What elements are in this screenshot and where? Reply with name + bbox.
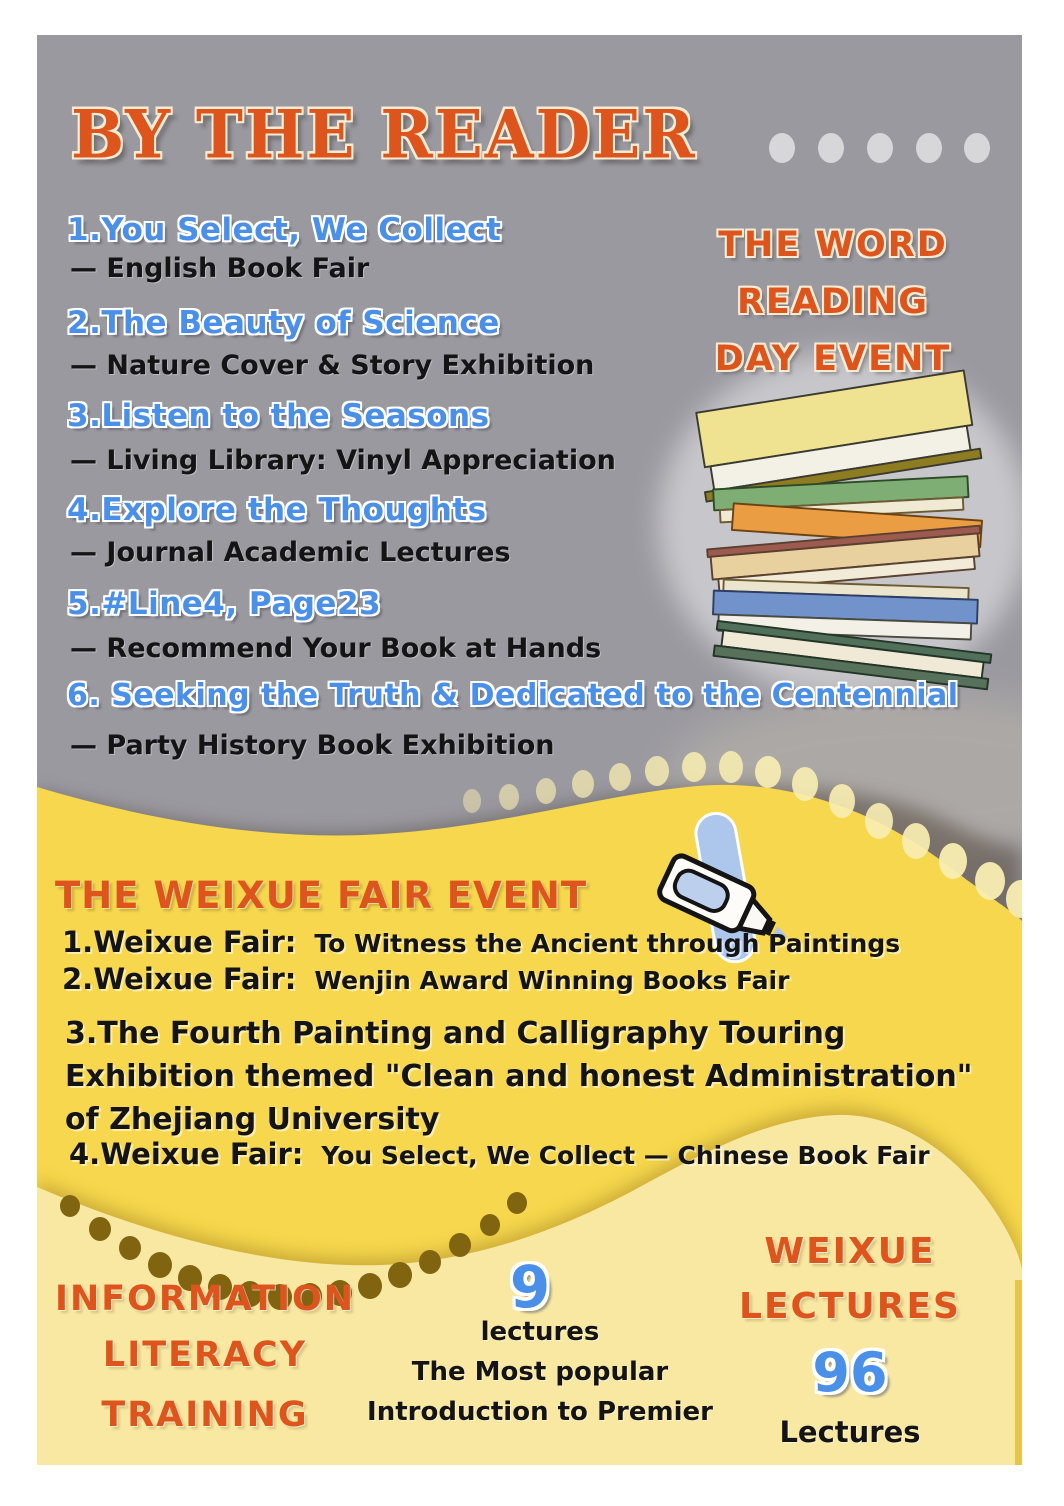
fair-item-1-text: To Witness the Ancient through Paintings — [314, 929, 901, 958]
book-stack-illustration — [659, 353, 1023, 695]
info-training-line-2: LITERACY — [102, 1335, 308, 1375]
center-caption-2: The Most popular — [411, 1357, 669, 1387]
poster-title: BY THE READER — [71, 94, 697, 174]
side-title-line-1: THE WORD — [718, 225, 948, 265]
fair-item-1 — [62, 925, 900, 959]
side-title-line-2: READING — [736, 282, 930, 322]
reader-item-4-detail: — Journal Academic Lectures — [70, 537, 511, 568]
center-caption-3: Introduction to Premier — [367, 1397, 713, 1427]
reader-item-1-heading: 1.You Select, We Collect — [67, 212, 502, 248]
fair-item-4-text: You Select, We Collect — Chinese Book Fair — [321, 1141, 930, 1170]
reader-item-1-detail: — English Book Fair — [70, 253, 370, 284]
reader-item-5-heading: 5.#Line4, Page23 — [67, 586, 382, 622]
fair-item-4 — [69, 1137, 930, 1171]
fair-item-2-text: Wenjin Award Winning Books Fair — [314, 966, 790, 995]
reader-item-6-detail: — Party History Book Exhibition — [70, 730, 555, 761]
weixue-lectures-line-1: WEIXUE — [764, 1231, 936, 1272]
fair-item-1-label: 1.Weixue Fair: — [62, 925, 297, 959]
lecture-count-9: 9 — [509, 1253, 551, 1321]
weixue-lectures-caption: Lectures — [779, 1415, 921, 1449]
reader-item-5-detail: — Recommend Your Book at Hands — [70, 633, 602, 664]
side-title-line-3: DAY EVENT — [714, 339, 952, 379]
info-training-line-1: INFORMATION — [54, 1279, 356, 1319]
fair-title: THE WEIXUE FAIR EVENT — [55, 874, 588, 917]
fair-item-3-line-3: of Zhejiang University — [65, 1102, 440, 1137]
reader-item-2-detail: — Nature Cover & Story Exhibition — [70, 350, 595, 381]
reader-item-4-heading: 4.Explore the Thoughts — [67, 492, 487, 528]
info-training-line-3: TRAINING — [101, 1395, 309, 1435]
reader-item-2-heading: 2.The Beauty of Science — [67, 305, 500, 341]
reader-item-6-heading: 6. Seeking the Truth & Dedicated to the Centennial — [67, 678, 959, 713]
right-edge-strip — [1015, 1280, 1022, 1465]
reader-item-3-detail: — Living Library: Vinyl Appreciation — [70, 445, 616, 476]
poster — [37, 35, 1022, 1465]
fair-item-4-label: 4.Weixue Fair: — [69, 1137, 304, 1171]
fair-item-3-line-2: Exhibition themed "Clean and honest Administration" — [65, 1059, 973, 1094]
center-caption-1: lectures — [480, 1317, 600, 1347]
fair-item-2-label: 2.Weixue Fair: — [62, 962, 297, 996]
weixue-lectures-line-2: LECTURES — [739, 1286, 961, 1327]
lecture-count-96: 96 — [812, 1341, 888, 1404]
reader-item-3-heading: 3.Listen to the Seasons — [67, 398, 490, 434]
fair-item-3-line-1: 3.The Fourth Painting and Calligraphy Touring — [65, 1016, 846, 1051]
fair-item-2 — [62, 962, 789, 996]
